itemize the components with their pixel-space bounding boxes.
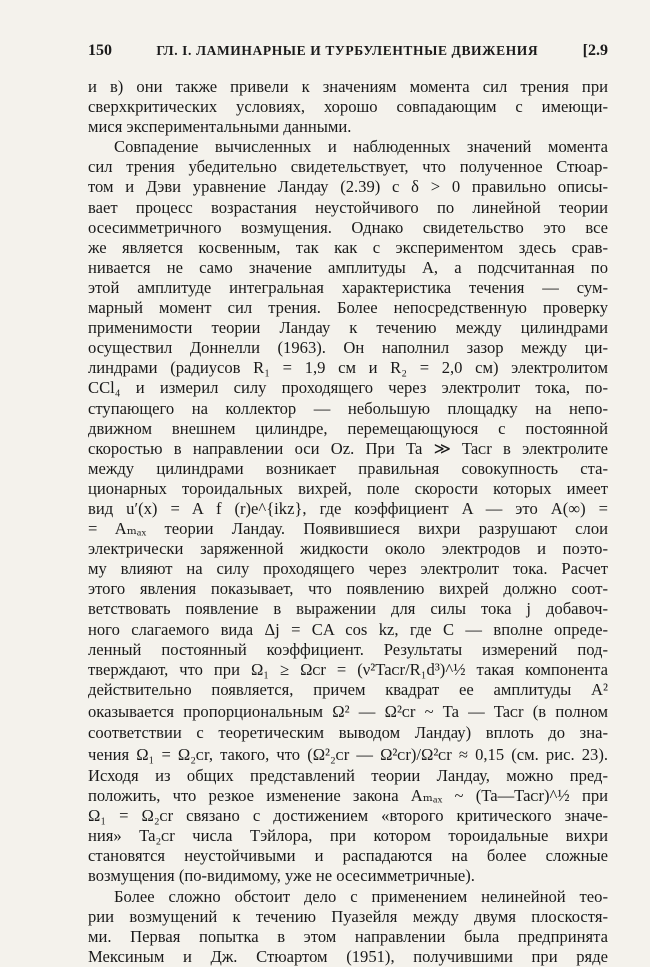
text-line: марный момент сил трения. Более непосредственную проверку [88,298,608,318]
text-line: осуществил Доннелли (1963). Он наполнил зазор между ци- [88,338,608,358]
text-line: ступающего на коллектор — небольшую площадку на непо- [88,398,608,418]
text-line: становятся неустойчивыми и распадаются на более сложные [88,846,608,866]
text-line: и в) они также привели к значениям момента сил трения при [88,77,608,96]
text-line: возмущения (по-видимому, уже не осесимметричные). [88,866,475,886]
text-line: Ω₁ = Ω₂ᴄr связано с достижением «второго критического значе- [88,806,608,826]
text-line: движном внешнем цилиндре, перемещающуюся с постоянной [88,418,608,438]
text-line: этой амплитуде интегральная характеристика течения — сум- [88,277,608,297]
text-line: ленный постоянный коэффициент. Результаты измерений под- [88,639,608,659]
text-line: ветствовать появление в выражении для силы тока j добавоч- [88,599,608,619]
text-line: рии возмущений к течению Пуазейля между двумя плоскостя- [88,906,608,926]
text-line: оказывается пропорциональным Ω² — Ω²ᴄr ~ Ta — Taᴄr (в полном [88,701,608,721]
text-line: электрически заряженной жидкости около электродов и поэто- [88,539,608,559]
text-line: вает процесс возрастания неустойчивого по линейной теории [88,197,608,217]
text-line: действительно появляется, причем квадрат ее амплитуды A² [88,679,608,699]
text-line: нивается не само значение амплитуды A, а подсчитанная по [88,257,608,277]
text-line: чения Ω₁ = Ω₂ᴄr, такого, что (Ω²₂ᴄr — Ω²ᴄr)/Ω²ᴄr ≈ 0,15 (см. рис. 23). [88,745,608,764]
text-line: ционарных тороидальных вихрей, поле скорости которых имеет [88,478,608,498]
text-line: скоростью в направлении оси Oz. При Ta ≫ Taᴄr в электролите [88,438,608,458]
text-line: Совпадение вычисленных и наблюденных значений момента [114,137,608,157]
text-line: = Aₘₐₓ теории Ландау. Появившиеся вихри разрушают слои [88,519,608,539]
text-line: му влияют на силу проходящего через электролит тока. Расчет [88,559,608,579]
text-line: сверхкритических условиях, хорошо совпадающим с имеющи- [88,97,608,117]
text-line: том и Дэви уравнение Ландау (2.39) с δ > 0 правильно описы- [88,177,608,197]
text-line: ного слагаемого вида Δj = CA cos kz, где C — вполне опреде- [88,619,608,639]
text-line: тверждают, что при Ω₁ ≥ Ωᴄr = (ν²Taᴄr/R₁d³)^½ такая компонента [88,659,608,679]
text-line: соответствии с теоретическим выводом Ландау) вплоть до зна- [88,722,608,742]
text-line: CCl₄ и измерил силу проходящего через электролит тока, по- [88,378,608,398]
text-line: осесимметричного возмущения. Однако свидетельство это все [88,217,608,237]
text-line: Более сложно обстоит дело с применением нелинейной тео- [114,886,608,906]
section-number: [2.9 [582,42,608,59]
body-text [88,77,608,967]
text-line: вид u′(x) = A f (r)e^{ikz}, где коэффициент A — это A(∞) = [88,498,608,518]
text-line: мися экспериментальными данными. [88,117,352,137]
text-line: Исходя из общих представлений теории Ландау, можно пред- [88,766,608,785]
text-line: положить, что резкое изменение закона Aₘₐₓ ~ (Ta—Taᴄr)^½ при [88,786,608,806]
running-title: ГЛ. I. ЛАМИНАРНЫЕ И ТУРБУЛЕНТНЫЕ ДВИЖЕНИЯ [156,43,539,58]
text-line: этого явления показывает, что появлению вихрей должно соот- [88,579,608,599]
page-number: 150 [88,42,112,59]
text-line: между цилиндрами возникает правильная совокупность ста- [88,458,608,478]
text-line: применимости теории Ландау к течению между цилиндрами [88,318,608,338]
running-header [88,42,608,66]
text-line: сил трения убедительно свидетельствует, что полученное Стюар- [88,157,608,177]
text-line: линдрами (радиусов R₁ = 1,9 см и R₂ = 2,0 см) электролитом [88,358,608,378]
text-line: же является косвенным, так как с экспериментом здесь срав- [88,237,608,257]
text-line: Мексиным и Дж. Стюартом (1951), получившими при ряде [88,946,608,966]
text-line: ния» Ta₂ᴄr числа Тэйлора, при котором тороидальные вихри [88,826,608,846]
text-line: ми. Первая попытка в этом направлении была предпринята [88,926,608,946]
